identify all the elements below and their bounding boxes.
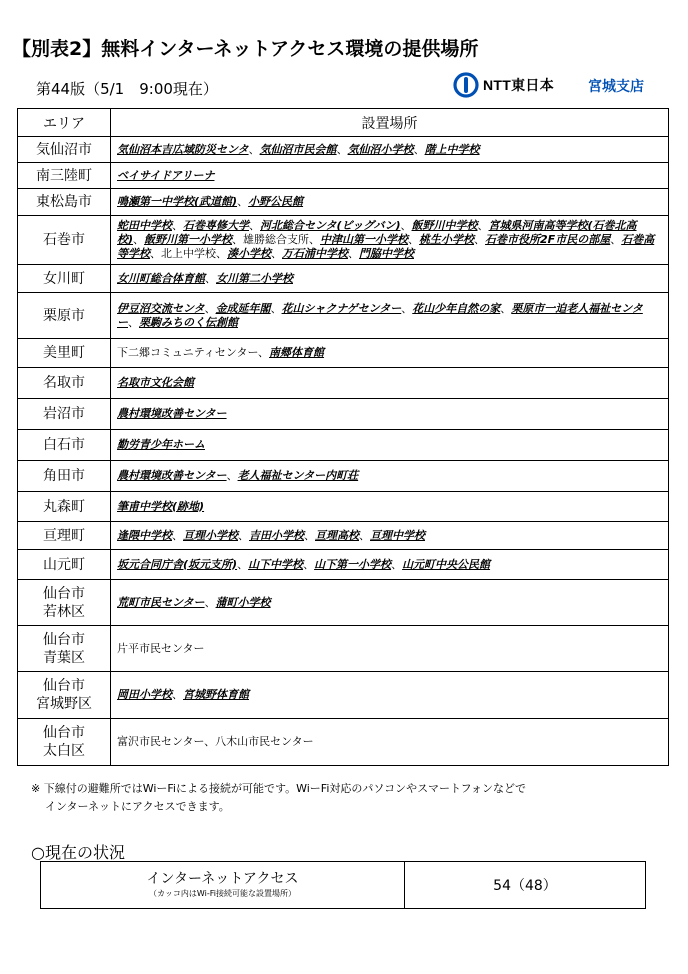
place: 、 [309,233,321,246]
area-cell [18,719,111,766]
place: 、 [226,469,238,482]
area-line: 仙台市 [43,585,85,602]
place: 、 [271,247,282,260]
status-value: 54（48） [405,862,646,909]
wifi-place: 門脇中学校 [359,247,414,260]
wifi-place: 気仙沼本吉広域防災センタ [117,142,249,156]
place: 、 [128,315,139,329]
table-row [18,492,669,522]
area-cell [18,672,111,719]
place: 、 [172,688,183,701]
wifi-place: 坂元合同庁舎(坂元支所) [117,557,238,571]
wifi-place: 湊小学校 [227,247,271,260]
place: 、 [237,195,249,208]
places-cell [111,626,669,672]
wifi-place: 鳴瀬第一中学校(武道館) [117,195,238,208]
status-label-cell [41,862,405,909]
place: 富沢市民センター [117,735,205,748]
place: 、 [500,301,512,315]
wifi-place: 名取市文化会館 [117,376,194,389]
area-cell: 石巻市 [18,216,111,265]
place: 、 [359,528,370,542]
wifi-place: 伊豆沼交流センタ [117,301,205,315]
places-cell [111,522,669,550]
wifi-place: 万石浦中学校 [282,247,348,260]
wifi-place: 山下中学校 [248,557,304,571]
wifi-place: 女川町総合体育館 [117,271,205,285]
status-table [40,861,646,909]
header-places: 設置場所 [111,109,669,137]
place: 下二郷コミュニティセンター [117,346,259,359]
wifi-place: 宮城野体育館 [183,688,249,701]
wifi-place: 石巻高等学校 [117,233,655,260]
area-cell [18,626,111,672]
wifi-place: ベイサイドアリーナ [117,168,215,182]
wifi-place: 石巻専修大学 [183,219,249,232]
ntt-logo [453,70,554,100]
area-cell: 岩沼市 [18,399,111,430]
wifi-place: 石巻市役所2F市民の部屋 [485,233,611,246]
places-cell [111,265,669,293]
area-cell: 亘理町 [18,522,111,550]
places-cell [111,399,669,430]
wifi-place: 荒町市民センター [117,595,205,609]
place: 雄勝総合支所 [243,233,310,246]
places-cell [111,189,669,216]
area-cell: 白石市 [18,430,111,461]
places-cell [111,719,669,766]
place: 、 [248,142,260,156]
area-cell: 山元町 [18,550,111,580]
area-cell: 南三陸町 [18,163,111,189]
wifi-place: 飯野川中学校 [411,219,478,232]
status-heading: ○現在の状況 [31,843,125,862]
table-row [18,339,669,368]
place: 、 [216,247,227,260]
place: 、 [270,301,282,315]
places-cell [111,339,669,368]
note-line-1: ※ 下線付の避難所ではWiーFiによる接続が可能です。WiーFi対応のパソコンやスマートフォンなどで [31,782,527,795]
places-cell [111,550,669,580]
place: 、 [232,233,244,246]
wifi-place: 吉田小学校 [249,528,304,542]
place: 、 [204,735,216,748]
place: 、 [303,557,315,571]
wifi-place: 気仙沼小学校 [347,142,414,156]
status-sublabel: （カッコ内はWi-Fi接続可能な設置場所） [148,888,296,898]
place: 、 [204,301,216,315]
wifi-place: 蛇田中学校 [117,219,172,232]
area-cell [18,580,111,626]
places-cell [111,368,669,399]
place: 、 [249,219,260,232]
branch-name: 宮城支店 [588,79,644,95]
wifi-place: 中津山第一小学校 [320,233,409,246]
table-row [18,550,669,580]
place: 、 [348,247,359,260]
header-area: エリア [18,109,111,137]
logo-text: NTT東日本 [483,77,555,93]
wifi-place: 気仙沼市民会館 [259,142,337,156]
wifi-place: 花山シャクナゲセンター [281,301,402,315]
wifi-place: 筆甫中学校(跡地) [117,499,205,513]
wifi-place: 飯野川第一小学校 [144,233,233,246]
wifi-place: 亘理小学校 [183,528,238,542]
place: 、 [408,233,420,246]
location-table [17,108,669,766]
place: 、 [238,528,249,542]
place: 、 [150,247,161,260]
table-row [18,719,669,766]
page-title: 【別表2】無料インターネットアクセス環境の提供場所 [12,38,479,60]
wifi-place: 老人福祉センター内町荘 [237,469,359,482]
area-line: 宮城野区 [36,696,92,712]
area-line: 太白区 [43,743,85,759]
wifi-note [31,780,526,816]
place: 、 [237,557,249,571]
area-line: 仙台市 [43,678,85,694]
place: 、 [258,346,270,359]
wifi-place: 山下第一小学校 [314,557,392,571]
table-row [18,163,669,189]
place: 、 [172,219,183,232]
place: 、 [610,233,622,246]
places-cell [111,672,669,719]
wifi-place: 岡田小学校 [117,688,172,701]
table-row [18,265,669,293]
table-row [18,216,669,265]
table-row [18,626,669,672]
area-cell: 気仙沼市 [18,137,111,163]
place: 、 [204,595,216,609]
wifi-place: 農村環境改善センター [117,469,227,482]
table-row [18,580,669,626]
wifi-place: 勤労青少年ホーム [117,438,205,451]
place: 、 [477,219,489,232]
place: 、 [304,528,315,542]
table-row [18,522,669,550]
area-cell: 栗原市 [18,293,111,339]
wifi-place: 亘理中学校 [370,528,425,542]
place: 片平市民センター [117,641,205,655]
places-cell [111,293,669,339]
area-cell: 丸森町 [18,492,111,522]
places-cell [111,430,669,461]
wifi-place: 山元町中央公民館 [402,557,491,571]
places-cell [111,137,669,163]
table-row [18,672,669,719]
wifi-place: 南郷体育館 [269,346,325,359]
area-cell: 名取市 [18,368,111,399]
wifi-place: 農村環境改善センター [117,407,227,420]
wifi-place: 花山少年自然の家 [412,301,501,315]
place: 、 [400,219,412,232]
place: 北上中学校 [161,247,216,260]
area-line: 青葉区 [43,649,85,666]
wifi-place: 蒲町小学校 [215,595,271,609]
note-line-2: インターネットにアクセスできます。 [45,800,230,813]
table-row [18,189,669,216]
table-row [18,430,669,461]
wifi-place: 女川第二小学校 [216,271,293,285]
status-row [41,862,646,909]
wifi-place: 逢隈中学校 [117,528,172,542]
table-row [18,461,669,492]
table-row [18,399,669,430]
wifi-place: 階上中学校 [424,142,480,156]
place: 、 [172,528,183,542]
table-header-row [18,109,669,137]
table-row [18,293,669,339]
area-line: 仙台市 [43,725,85,741]
wifi-place: 金成延年閣 [215,301,271,315]
place: 八木山市民センター [215,735,314,748]
wifi-place: 宮城県河南高等学校(石巻北高校) [117,219,637,246]
places-cell [111,461,669,492]
area-line: 若林区 [43,603,85,620]
wifi-place: 小野公民館 [248,195,304,208]
ntt-logo-icon [453,72,479,98]
table-row [18,137,669,163]
table-row [18,368,669,399]
place: 、 [401,301,413,315]
place: 、 [336,142,348,156]
wifi-place: 桃生小学校 [419,233,475,246]
place: 、 [413,142,425,156]
area-cell: 美里町 [18,339,111,368]
places-cell [111,216,669,265]
place: 、 [205,271,216,285]
area-cell: 角田市 [18,461,111,492]
wifi-place: 栗駒みちのく伝創館 [139,315,238,329]
wifi-place: 亘理高校 [315,528,359,542]
area-cell: 女川町 [18,265,111,293]
places-cell [111,492,669,522]
edition-label: 第44版（5/1 9:00現在） [36,80,218,98]
places-cell [111,163,669,189]
place: 、 [391,557,403,571]
places-cell [111,580,669,626]
status-label: インターネットアクセス [146,870,299,887]
wifi-place: 河北総合センタ(ビッグバン) [260,219,401,232]
area-line: 仙台市 [43,631,85,648]
place: 、 [133,233,145,246]
area-cell: 東松島市 [18,189,111,216]
place: 、 [474,233,486,246]
wifi-place: 栗原市一迫老人福祉センター [117,301,643,329]
